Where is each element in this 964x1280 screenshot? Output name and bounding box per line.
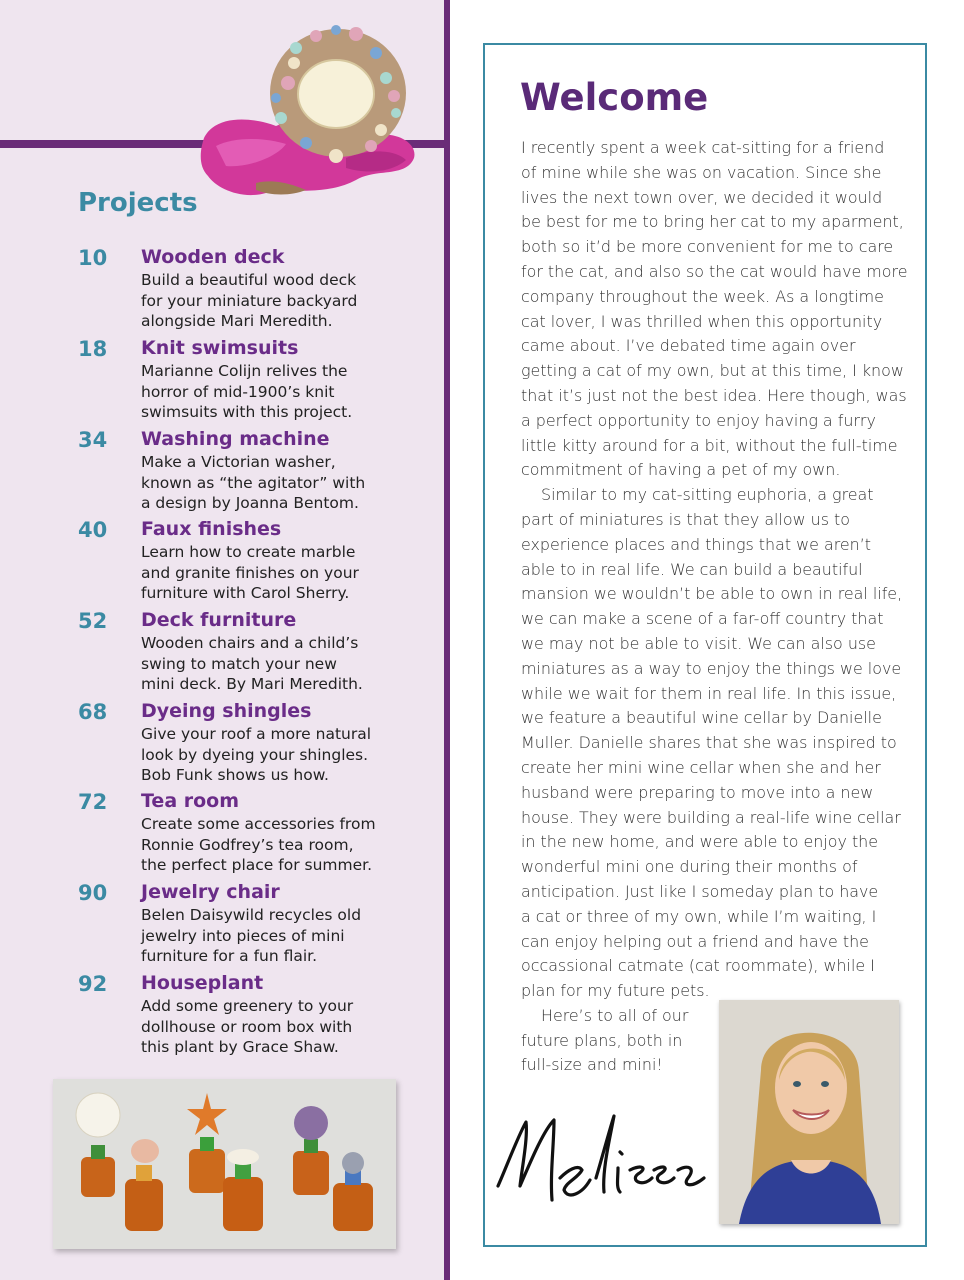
project-page-number: 90 xyxy=(78,881,108,905)
project-item[interactable] xyxy=(0,881,446,969)
project-title[interactable]: Wooden deck xyxy=(141,246,285,268)
project-description: Create some accessories from Ronnie Godfrey’s tea room, the perfect place for summer. xyxy=(141,815,376,874)
signature-melissa xyxy=(492,1108,707,1208)
project-title[interactable]: Knit swimsuits xyxy=(141,337,299,359)
project-item[interactable] xyxy=(0,972,446,1060)
project-title[interactable]: Washing machine xyxy=(141,428,330,450)
project-title[interactable]: Jewelry chair xyxy=(141,881,280,903)
project-item[interactable] xyxy=(0,700,446,788)
project-page-number: 40 xyxy=(78,518,108,542)
project-page-number: 72 xyxy=(78,790,108,814)
project-title[interactable]: Dyeing shingles xyxy=(141,700,312,722)
project-description: Build a beautiful wood deck for your miniature backyard alongside Mari Meredith. xyxy=(141,271,358,330)
project-description: Add some greenery to your dollhouse or room box with this plant by Grace Shaw. xyxy=(141,997,354,1056)
project-title[interactable]: Deck furniture xyxy=(141,609,297,631)
project-page-number: 68 xyxy=(78,700,108,724)
project-description: Belen Daisywild recycles old jewelry into pieces of mini furniture for a fun flair. xyxy=(141,906,362,965)
project-page-number: 92 xyxy=(78,972,108,996)
project-item[interactable] xyxy=(0,337,446,425)
projects-heading: Projects xyxy=(78,188,198,218)
project-item[interactable] xyxy=(0,518,446,606)
editor-portrait-photo xyxy=(719,1000,899,1224)
project-item[interactable] xyxy=(0,428,446,516)
project-item[interactable] xyxy=(0,609,446,697)
shell-mirror-image xyxy=(196,18,424,204)
welcome-letter: I recently spent a week cat-sitting for a friend of mine while she was on vacation. Since she lives the next town over, we decided it would be best for me to bring her cat to my aparment, both so it’d be more convenient for me to care for the cat, and also so the cat would have more company throughout the week. As a longtime cat lover, I was thrilled when this opportunity came about. I’ve debated time again over getting a cat of my own, but at this time, I know that it’s just not the best idea. Here though, was a perfect opportunity to enjoy having a furry little kitty around for a bit, without the full-time commitment of having a pet of my own. Similar to my cat-sitting euphoria, a great part of miniatures is that they allow us to experience places and things that we aren’t able to in real life. We can build a beautiful mansion we wouldn’t be able to own in real life, we can make a scene of a far-off country that we may not be able to visit. We can also use miniatures as a way to enjoy the things we love while we wait for them in real life. In this issue, we feature a beautiful wine cellar by Danielle Muller. Danielle shares that she was inspired to create her mini wine cellar when she and her husband were preparing to move into a new house. They were building a real-life wine cellar in the new home, and were able to enjoy the wonderful mini one during their months of anticipation. Just like I someday plan to have a cat or three of my own, while I’m waiting, I can enjoy helping out a friend and have the occassional catmate (cat roommate), while I plan for my future pets. Here’s to all of our future plans, both in full-size and mini! xyxy=(521,138,908,1075)
project-item[interactable] xyxy=(0,246,446,334)
project-description: Learn how to create marble and granite finishes on your furniture with Carol Sherry. xyxy=(141,543,359,602)
project-description: Wooden chairs and a child’s swing to match your new mini deck. By Mari Meredith. xyxy=(141,634,363,693)
project-title[interactable]: Faux finishes xyxy=(141,518,282,540)
project-page-number: 34 xyxy=(78,428,108,452)
project-page-number: 10 xyxy=(78,246,108,270)
project-description: Make a Victorian washer, known as “the agitator” with a design by Joanna Bentom. xyxy=(141,453,366,512)
project-title[interactable]: Houseplant xyxy=(141,972,264,994)
shell-bottles-photo xyxy=(53,1079,396,1249)
project-title[interactable]: Tea room xyxy=(141,790,240,812)
project-item[interactable] xyxy=(0,790,446,878)
project-description: Give your roof a more natural look by dyeing your shingles. Bob Funk shows us how. xyxy=(141,725,372,784)
project-page-number: 18 xyxy=(78,337,108,361)
project-page-number: 52 xyxy=(78,609,108,633)
welcome-title: Welcome xyxy=(520,76,709,119)
project-description: Marianne Colijn relives the horror of mid-1900’s knit swimsuits with this project. xyxy=(141,362,353,421)
